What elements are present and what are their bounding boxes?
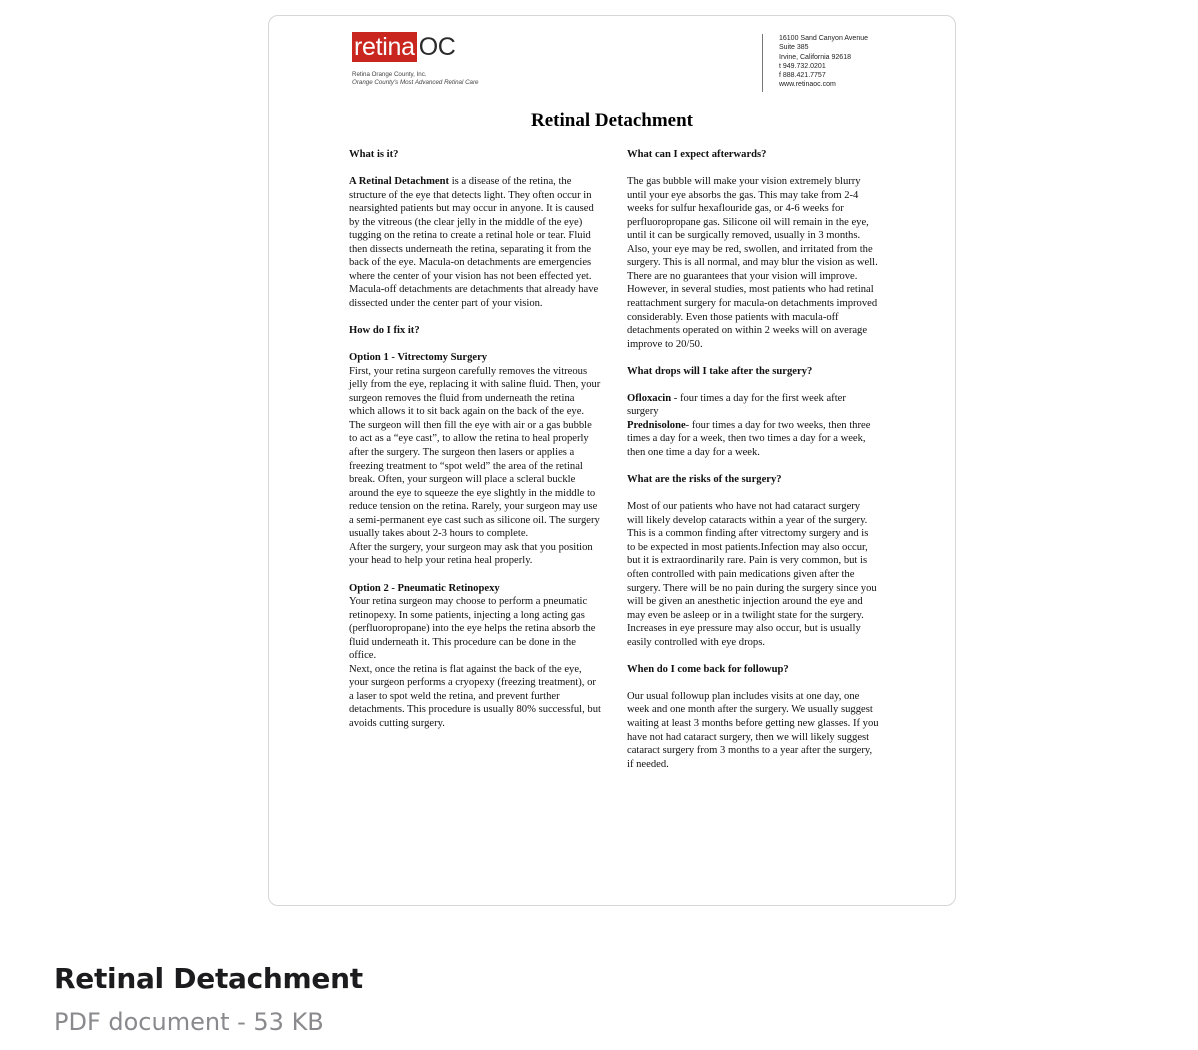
logo-mark-dark: OC — [418, 33, 456, 61]
document-title: Retinal Detachment — [531, 110, 693, 131]
drop-text: - four times a day for the first week after surgery — [627, 392, 846, 418]
paragraph-lead: A Retinal Detachment — [349, 176, 450, 188]
address-phone: t 949.732.0201 — [779, 62, 826, 70]
logo-mark-red: retina — [354, 33, 415, 61]
paragraph — [349, 351, 601, 568]
logo-tagline: Orange County's Most Advanced Retinal Care — [352, 79, 479, 86]
paragraph-text: First, your retina surgeon carefully removes the vitreous jelly from the eye, replacing it with saline fluid. Then, your surgeon removes the fluid from underneath the retina which allows it to sit back again on the back of the eye. The surgeon will then fill the eye with air or a gas bubble to act as a “eye cast”, to allow the retina to heal properly after the surgery. The surgeon then lasers or applies a freezing treatment to “spot weld” the area of the retinal break. Often, your surgeon will place a scleral buckle around the eye to squeeze the eye slightly in the middle to reduce tension on the retina. Rarely, your surgeon may use a semi-permanent eye cast such as silicone oil. The surgery usually takes about 2-3 hours to complete. — [349, 365, 601, 540]
paragraph: The gas bubble will make your vision extremely blurry until your eye absorbs the gas. This may take from 2-4 weeks for sulfur hexaflouride gas, or 4-6 weeks for perfluoropropane gas. Silicone oil will remain in the eye, until it can be surgically removed, usually in 3 months. Also, your eye may be red, swollen, and irritated from the surgery. This is all normal, and may blur the vision as well. There are no guarantees that your vision will improve. However, in several studies, most patients who had retinal reattachment surgery for macula-on detachments improved considerably. Even those patients with macula-off detachments operated on within 2 weeks will on average improve to 20/50. — [627, 176, 878, 350]
pdf-preview-thumbnail[interactable] — [268, 15, 956, 906]
section-heading: What drops will I take after the surgery? — [627, 365, 813, 377]
paragraph-text: is a disease of the retina, the structure of the eye that detects light. They often occur in nearsighted patients but may occur in anyone. It is caused by the vitreous (the clear jelly in the middle of the eye) tugging on the retina to create a retinal hole or tear. Fluid then dissects underneath the retina, separating it from the back of the eye. Macula-on detachments are emergencies where the center of your vision has not been effected yet. Macula-off detachments are detachments that already have dissected under the center part of your vision. — [349, 176, 599, 310]
section-heading: What can I expect afterwards? — [627, 149, 767, 160]
drop-item — [627, 419, 879, 460]
drop-item — [627, 392, 879, 419]
section-heading: How do I fix it? — [349, 325, 420, 337]
section-heading: What is it? — [349, 149, 399, 160]
paragraph: Our usual followup plan includes visits at one day, one week and one month after the surgery. We usually suggest waiting at least 3 months before getting new glasses. If you have not had cataract surgery, then we will likely suggest cataract surgery from 3 months to a year after the surgery, if needed. — [627, 690, 879, 770]
section-heading: What are the risks of the surgery? — [627, 474, 782, 486]
address-line: 16100 Sand Canyon Avenue — [779, 35, 869, 42]
paragraph — [627, 392, 879, 460]
left-column — [349, 148, 601, 744]
address-line: Irvine, California 92618 — [779, 53, 851, 61]
address-website: www.retinaoc.com — [779, 81, 836, 89]
option-heading: Option 1 - Vitrectomy Surgery — [349, 352, 488, 364]
pdf-page — [269, 16, 955, 905]
paragraph — [349, 175, 601, 310]
drop-name: Prednisolone — [627, 419, 686, 431]
paragraph: Most of our patients who have not had cataract surgery will likely develop cataracts within a year of the surgery. This is a common finding after vitrectomy surgery and is to be expected in most patients.Infection may also occur, but it is extraordinarily rare. Pain is very common, but is often controlled with pain medications given after the surgery. There will be no pain during the surgery since you will be given an anesthetic injection around the eye and may even be asleep or in a twilight state for the surgery. Increases in eye pressure may also occur, but is usually easily controlled with eye drops. — [627, 501, 877, 648]
header-divider — [762, 34, 763, 92]
section-heading: When do I come back for followup? — [627, 663, 789, 675]
paragraph-text: After the surgery, your surgeon may ask that you position your head to help your retina heal properly. — [349, 541, 593, 567]
drop-name: Ofloxacin — [627, 392, 672, 404]
retinaoc-logo — [352, 32, 478, 87]
paragraph — [349, 582, 601, 731]
address-block — [779, 34, 868, 90]
address-fax: f 888.421.7757 — [779, 72, 826, 80]
logo-mark — [352, 32, 478, 62]
right-column — [627, 148, 879, 785]
option-heading: Option 2 - Pneumatic Retinopexy — [349, 582, 500, 594]
paragraph-text: Your retina surgeon may choose to perform a pneumatic retinopexy. In some patients, injecting a long acting gas (perfluoropropane) into the eye helps the retina absorb the fluid underneath it. This procedure can be done in the office. — [349, 596, 596, 662]
paragraph-text: Next, once the retina is flat against the back of the eye, your surgeon performs a cryopexy (freezing treatment), or a laser to spot weld the retina, and prevent further detachments. This procedure is usually 80% successful, but avoids cutting surgery. — [349, 663, 601, 729]
file-meta: PDF document - 53 KB — [54, 1008, 324, 1036]
logo-company: Retina Orange County, Inc. — [352, 71, 427, 78]
file-title[interactable]: Retinal Detachment — [54, 962, 363, 995]
drop-text: - four times a day for two weeks, then three times a day for a week, then two times a day for a week, then one time a day for a week. — [627, 419, 871, 459]
address-line: Suite 385 — [779, 44, 809, 52]
